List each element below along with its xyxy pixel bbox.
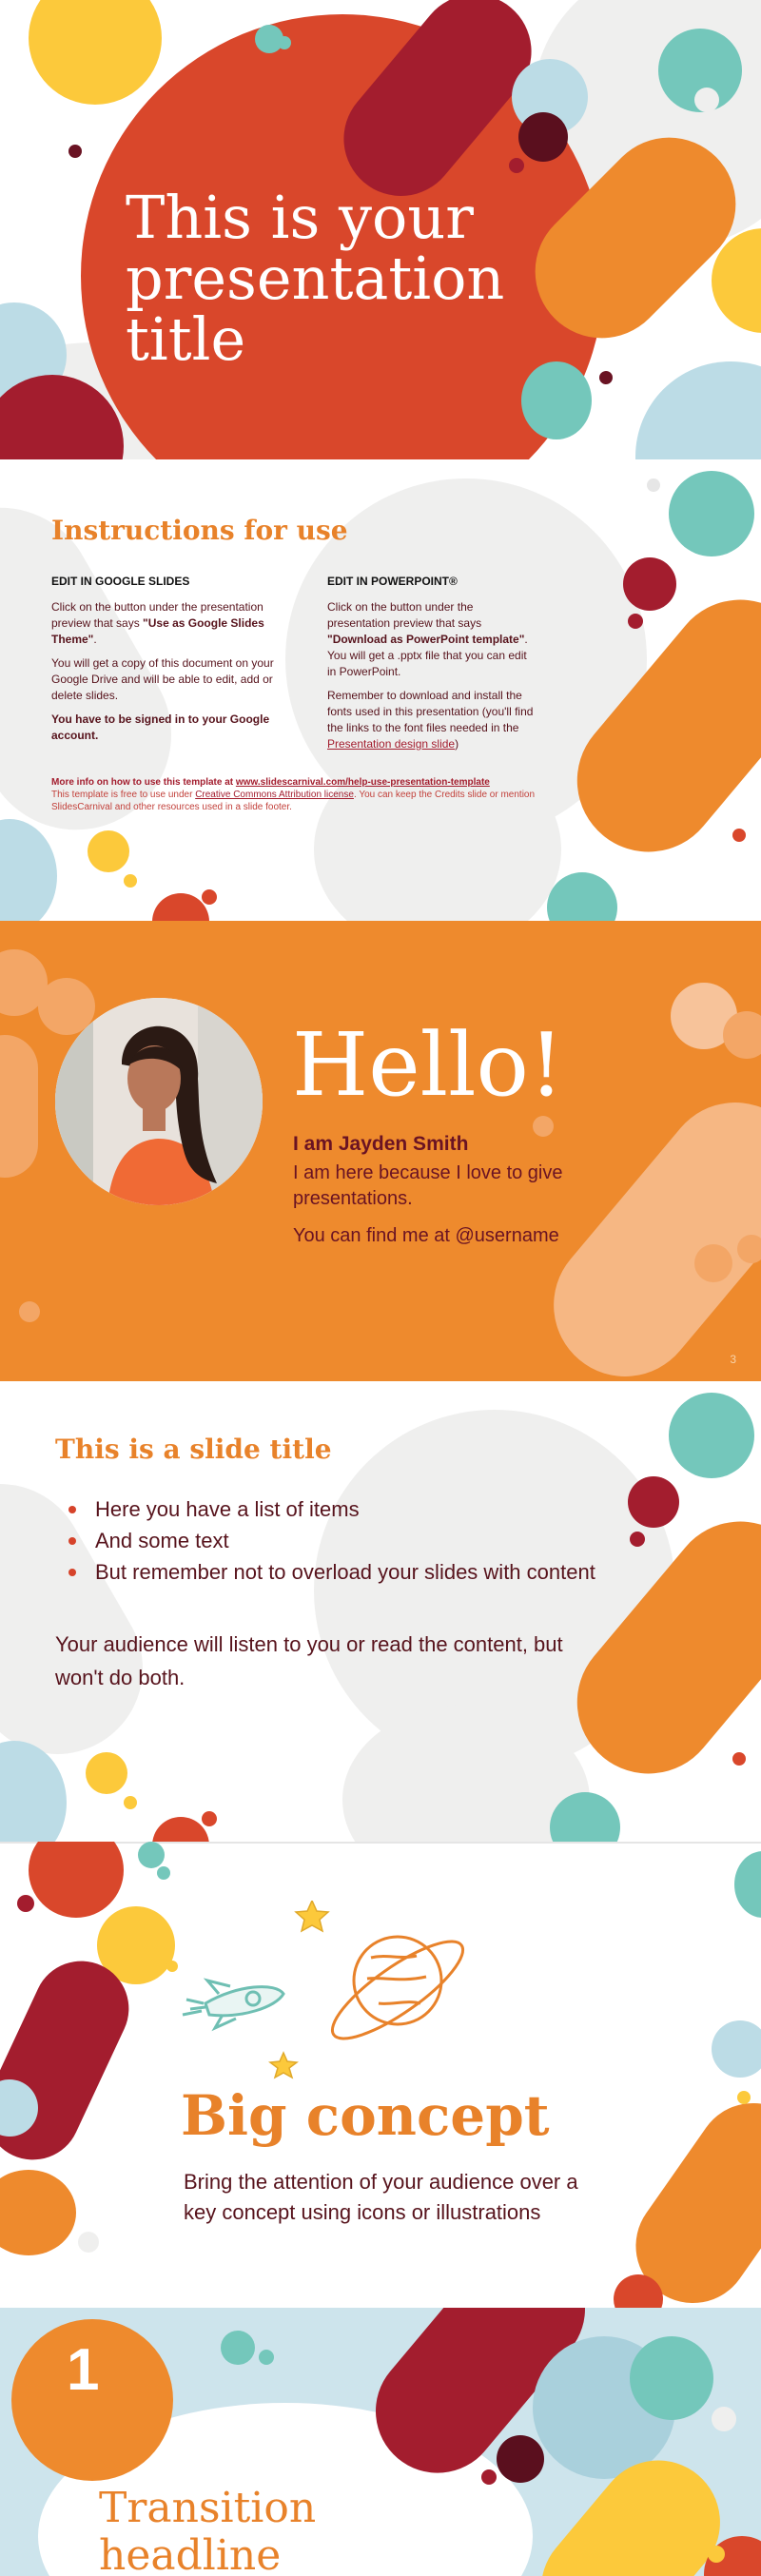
slide-list [0, 1381, 761, 1842]
google-slides-column [51, 574, 289, 751]
transition-headline [99, 2485, 422, 2576]
decor-maroon-circle [623, 557, 676, 611]
decor-peach-circle [723, 1011, 761, 1059]
decor-teal-dot [221, 2331, 255, 2365]
decor-teal-dot [157, 1866, 170, 1880]
decor-teal-dot [259, 2350, 274, 2365]
decor-teal-circle [630, 2336, 713, 2420]
decor-yellow-circle [29, 0, 162, 105]
decor-yellow-dot [737, 2091, 751, 2104]
slide-hello [0, 921, 761, 1381]
decor-yellow-circle [86, 1752, 127, 1794]
page-number: 3 [730, 1353, 736, 1366]
decor-yellow-dot [124, 1796, 137, 1809]
decor-teal-circle [669, 471, 754, 556]
decor-maroon-dot [732, 1752, 746, 1766]
decor-gray-dot [694, 88, 719, 112]
planet-icon [321, 1926, 466, 2053]
slide-transition [0, 2308, 761, 2576]
instructions-footer [51, 776, 584, 813]
presenter-name: I am Jayden Smith [293, 1133, 469, 1155]
decor-maroon-dot [628, 614, 643, 629]
text-run: Remember to download and install the fonts used in this presentation (you'll find the links to the font files needed in the [327, 689, 534, 734]
instruction-text [327, 688, 537, 752]
bullet-list [55, 1493, 637, 1588]
license-line [51, 789, 584, 813]
headline-line: Transition [99, 2484, 317, 2532]
decor-blue-circle [635, 361, 761, 459]
text-run: This template is free to use under [51, 790, 196, 800]
decor-light-orange-dot [19, 1301, 40, 1322]
concept-title: Big concept [181, 2083, 550, 2148]
list-item: Here you have a list of items [95, 1493, 637, 1525]
decor-maroon-dot [202, 889, 217, 905]
space-illustration [181, 1901, 466, 2100]
column-heading: EDIT IN GOOGLE SLIDES [51, 575, 190, 588]
decor-maroon-dot [481, 2469, 497, 2485]
decor-gray-dot [712, 2407, 736, 2431]
text-run: . You can keep the Credits slide or mention SlidesCarnival and other resources used in a slide footer. [51, 790, 536, 812]
decor-yellow-dot [708, 2546, 725, 2563]
title-line: This is your [126, 182, 474, 252]
decor-dark-dot [518, 112, 568, 162]
decor-yellow-dot [124, 874, 137, 888]
title-line: presentation [126, 243, 505, 313]
profile-photo [55, 998, 263, 1205]
presenter-contact: You can find me at @username [293, 1225, 559, 1246]
design-slide-link[interactable]: Presentation design slide [327, 737, 456, 751]
decor-red-circle [29, 1842, 124, 1918]
decor-teal-dot [278, 36, 291, 49]
section-number: 1 [67, 2337, 100, 2403]
star-icon [296, 1901, 328, 1931]
decor-dark-dot [497, 2435, 544, 2483]
decor-yellow-circle [88, 830, 129, 872]
text-run: . [93, 633, 97, 646]
instruction-text [327, 599, 537, 680]
decor-orange-circle [0, 2170, 76, 2255]
decor-maroon-dot [599, 371, 613, 384]
text-run: Click on the button under the presentation preview that says [51, 600, 263, 630]
rocket-icon [183, 1981, 283, 2028]
decor-teal-dot [138, 1842, 165, 1868]
decor-red-dot [202, 1811, 217, 1826]
decor-blue-circle [0, 1741, 67, 1842]
text-run: More info on how to use this template at [51, 777, 236, 788]
slide-heading: Instructions for use [51, 515, 348, 546]
decor-peach-dot [737, 1235, 761, 1263]
instruction-text [51, 712, 289, 744]
decor-red-circle [152, 1817, 209, 1842]
decor-maroon-dot [68, 145, 82, 158]
title-line: title [126, 303, 246, 374]
text-run: ) [455, 737, 459, 751]
decor-light-orange-pill [0, 1035, 38, 1178]
concept-description: Bring the attention of your audience over a key concept using icons or illustrations [184, 2170, 578, 2224]
decor-gray-dot [78, 2232, 99, 2253]
slide-title [0, 0, 761, 459]
decor-red-circle [152, 893, 209, 921]
decor-teal-circle [547, 872, 617, 921]
column-heading: EDIT IN POWERPOINT® [327, 575, 458, 588]
license-link[interactable]: Creative Commons Attribution license [195, 790, 354, 800]
star-icon [270, 2053, 297, 2078]
decor-teal-circle [669, 1393, 754, 1478]
decor-maroon-dot [509, 158, 524, 173]
instruction-text: You will get a copy of this document on your Google Drive and will be able to edit, add or delete slides. [51, 656, 274, 702]
slide-instructions [0, 459, 761, 921]
more-info-line [51, 776, 584, 789]
text-run-bold: "Use as Google Slides Theme" [51, 616, 264, 646]
help-link[interactable]: www.slidescarnival.com/help-use-presentation-template [235, 777, 490, 788]
text-run: . You will get a .pptx file that you can edit in PowerPoint. [327, 633, 528, 678]
decor-maroon-dot [732, 829, 746, 842]
decor-maroon-dot [17, 1895, 34, 1912]
powerpoint-column [327, 574, 537, 760]
presenter-intro: I am here because I love to give presentations. [293, 1162, 563, 1209]
decor-blue-circle [712, 2020, 761, 2078]
decor-gray-dot [647, 478, 660, 492]
decor-teal-circle [521, 361, 592, 439]
text-run: Click on the button under the presentation preview that says [327, 600, 482, 630]
headline-line: headline [99, 2531, 282, 2576]
slide-title: This is a slide title [55, 1434, 332, 1465]
text-run-bold: "Download as PowerPoint template" [327, 633, 525, 646]
greeting: Hello! [292, 1014, 564, 1116]
list-item: But remember not to overload your slides with content [95, 1556, 637, 1588]
slide-big-concept [0, 1842, 761, 2308]
decor-teal-circle [734, 1851, 761, 1918]
list-item: And some text [95, 1525, 637, 1556]
presentation-title [126, 182, 525, 374]
decor-blue-circle [0, 819, 57, 921]
decor-yellow-dot [166, 1961, 178, 1972]
instruction-text [51, 599, 289, 648]
text-run-bold: You have to be signed in to your Google account. [51, 712, 270, 742]
decor-peach-dot [533, 1116, 554, 1137]
person-photo-icon [55, 998, 263, 1205]
body-paragraph: Your audience will listen to you or read the content, but won't do both. [55, 1632, 563, 1689]
decor-peach-dot [694, 1244, 732, 1282]
